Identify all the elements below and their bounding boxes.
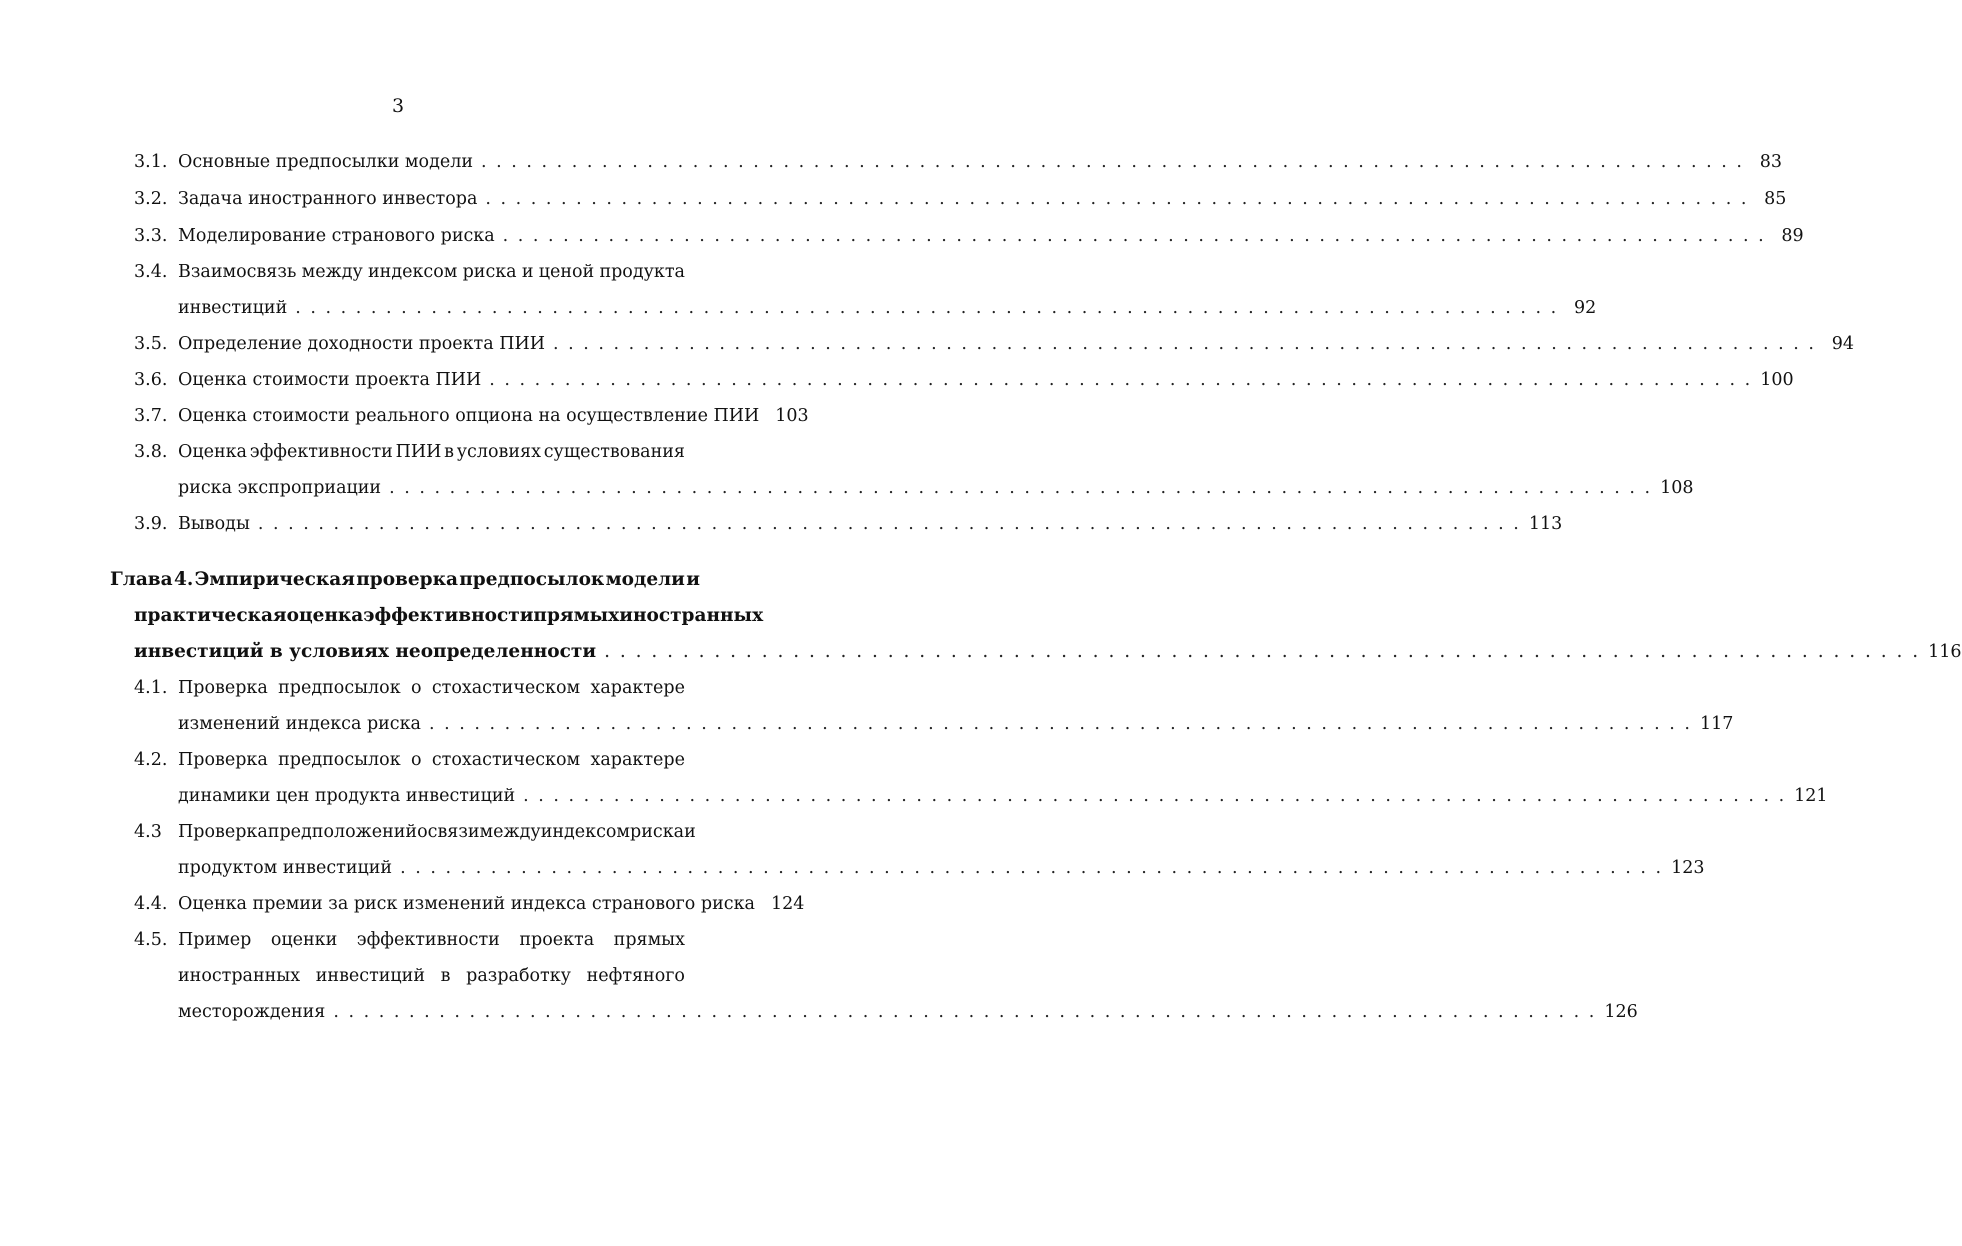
toc-page-number: 117: [1699, 714, 1734, 734]
toc-entry-title: Основные предпосылки модели: [178, 152, 473, 172]
toc-word: индексом: [540, 822, 631, 842]
toc-entry-title: Выводы: [178, 514, 250, 534]
chapter-word: 4.: [173, 569, 194, 590]
toc-leader-dots: [604, 640, 1920, 664]
toc-page-number: 113: [1528, 514, 1563, 534]
toc-word: между: [301, 262, 363, 282]
chapter-title-line: [134, 604, 764, 628]
toc-word: риска: [630, 822, 685, 842]
toc-entry-row: [178, 368, 1794, 392]
chapter-title-line: [110, 568, 700, 592]
toc-entry-number: 3.6.: [134, 370, 168, 390]
toc-entry-row: [178, 892, 805, 916]
toc-page-number: 108: [1660, 478, 1694, 498]
toc-entry-row: [178, 150, 1782, 174]
chapter-word: модели: [605, 569, 685, 590]
toc-word: Проверка: [178, 750, 268, 770]
toc-leader-dots: [485, 187, 1748, 211]
toc-word: о: [410, 750, 422, 770]
toc-leader-dots: [489, 368, 1752, 392]
toc-word: характере: [590, 678, 685, 698]
chapter-word: прямых: [533, 605, 620, 626]
toc-entry-title-line: [178, 964, 685, 988]
toc-leader-dots: [429, 712, 1692, 736]
chapter-word: иностранных: [619, 605, 764, 626]
toc-word: риска: [462, 262, 517, 282]
toc-entry-row: [178, 404, 809, 428]
toc-entry-title: месторождения: [178, 1002, 326, 1022]
toc-word: продукта: [599, 262, 685, 282]
toc-word: в: [444, 442, 454, 462]
toc-word: предпосылок: [278, 678, 401, 698]
chapter-word: Глава: [110, 569, 173, 590]
toc-entry-row: [178, 332, 1854, 356]
toc-entry-title: риска экспроприации: [178, 478, 382, 498]
toc-word: Пример: [178, 930, 252, 950]
toc-page-number: 83: [1759, 152, 1782, 172]
chapter-word: практическая: [134, 605, 287, 626]
toc-entry-number: 4.1.: [134, 678, 168, 698]
toc-entry-row: [178, 712, 1734, 736]
toc-entry-number: 3.3.: [134, 226, 168, 246]
toc-word: связи: [427, 822, 480, 842]
toc-entry-number: 4.4.: [134, 894, 168, 914]
toc-leader-dots: [553, 332, 1816, 356]
toc-word: прямых: [613, 930, 685, 950]
toc-word: проекта: [519, 930, 595, 950]
toc-entry-title: Оценка стоимости проекта ПИИ: [178, 370, 482, 390]
toc-entry-title-line: [178, 676, 685, 700]
toc-word: предпосылок: [278, 750, 401, 770]
toc-word: стохастическом: [431, 750, 581, 770]
toc-entry-title: Оценка стоимости реального опциона на осуществление ПИИ: [178, 406, 760, 426]
toc-leader-dots: [523, 784, 1786, 808]
toc-word: ПИИ: [395, 442, 442, 462]
toc-entry-number: 3.9.: [134, 514, 168, 534]
toc-leader-dots: [389, 476, 1652, 500]
toc-page-number: 85: [1764, 189, 1787, 209]
toc-entry-title: Оценка премии за риск изменений индекса странового риска: [178, 894, 755, 914]
toc-entry-title: продуктом инвестиций: [178, 858, 393, 878]
toc-leader-dots: [295, 296, 1558, 320]
toc-leader-dots: [258, 512, 1521, 536]
toc-leader-dots: [400, 856, 1663, 880]
chapter-word: Эмпирическая: [194, 569, 355, 590]
toc-page-number: 123: [1671, 858, 1705, 878]
toc-word: иностранных: [178, 966, 301, 986]
toc-page-number: 92: [1573, 298, 1597, 318]
toc-page-number: 121: [1794, 786, 1828, 806]
toc-entry-title: инвестиций: [178, 298, 288, 318]
chapter-word: предпосылок: [459, 569, 605, 590]
toc-entry-title: Определение доходности проекта ПИИ: [178, 334, 545, 354]
toc-entry-title-line: [178, 440, 685, 464]
toc-word: Взаимосвязь: [178, 262, 297, 282]
toc-entry-number: 3.8.: [134, 442, 168, 462]
toc-word: о: [417, 822, 428, 842]
toc-entry-number: 3.5.: [134, 334, 168, 354]
toc-entry-title-line: [178, 820, 696, 844]
page-number: 3: [391, 95, 405, 117]
toc-page-number: 100: [1760, 370, 1794, 390]
toc-word: характере: [590, 750, 685, 770]
toc-page-number: 89: [1781, 226, 1804, 246]
toc-entry-title: Задача иностранного инвестора: [178, 189, 478, 209]
toc-entry-number: 3.4.: [134, 262, 168, 282]
toc-word: Оценка: [178, 442, 247, 462]
chapter-word: и: [686, 569, 700, 590]
toc-page-number: 126: [1604, 1002, 1638, 1022]
toc-entry-title: динамики цен продукта инвестиций: [178, 786, 516, 806]
chapter-word: эффективности: [363, 605, 534, 626]
toc-word: ценой: [538, 262, 595, 282]
toc-entry-number: 3.1.: [134, 152, 168, 172]
chapter-word: проверка: [356, 569, 458, 590]
toc-word: и: [684, 822, 696, 842]
toc-word: в: [440, 966, 451, 986]
chapter-word: оценка: [286, 605, 364, 626]
chapter-title-row: [134, 640, 1962, 664]
toc-entry-title-line: [178, 928, 685, 952]
toc-word: нефтяного: [586, 966, 685, 986]
toc-page-number: 116: [1928, 642, 1962, 662]
toc-word: оценки: [270, 930, 338, 950]
toc-leader-dots: [333, 1000, 1596, 1024]
toc-entry-row: [178, 224, 1804, 248]
toc-entry-number: 4.2.: [134, 750, 168, 770]
toc-entry-row: [178, 187, 1787, 211]
toc-page-number: 103: [775, 406, 809, 426]
toc-word: Проверка: [178, 822, 268, 842]
toc-word: предположений: [267, 822, 418, 842]
toc-word: о: [410, 678, 422, 698]
toc-entry-number: 4.5.: [134, 930, 168, 950]
toc-entry-row: [178, 476, 1694, 500]
toc-word: между: [479, 822, 541, 842]
toc-word: инвестиций: [315, 966, 426, 986]
toc-word: Проверка: [178, 678, 268, 698]
toc-word: эффективности: [249, 442, 393, 462]
toc-page-number: 124: [770, 894, 805, 914]
toc-page-number: 94: [1831, 334, 1854, 354]
toc-entry-number: 3.7.: [134, 406, 168, 426]
toc-entry-number: 3.2.: [134, 189, 168, 209]
toc-entry-row: [178, 856, 1705, 880]
toc-word: стохастическом: [431, 678, 581, 698]
toc-word: разработку: [466, 966, 571, 986]
toc-entry-title: изменений индекса риска: [178, 714, 421, 734]
chapter-title: инвестиций в условиях неопределенности: [134, 641, 597, 662]
toc-leader-dots: [481, 150, 1744, 174]
toc-word: и: [521, 262, 534, 282]
toc-leader-dots: [503, 224, 1766, 248]
toc-entry-number: 4.3: [134, 822, 162, 842]
toc-entry-row: [178, 296, 1597, 320]
toc-word: существования: [543, 442, 685, 462]
toc-entry-title: Моделирование странового риска: [178, 226, 495, 246]
toc-entry-row: [178, 1000, 1638, 1024]
toc-entry-title-line: [178, 748, 685, 772]
toc-word: условиях: [456, 442, 541, 462]
toc-entry-row: [178, 784, 1828, 808]
toc-entry-row: [178, 512, 1563, 536]
toc-entry-title-line: [178, 260, 685, 284]
toc-word: индексом: [368, 262, 458, 282]
toc-word: эффективности: [356, 930, 500, 950]
